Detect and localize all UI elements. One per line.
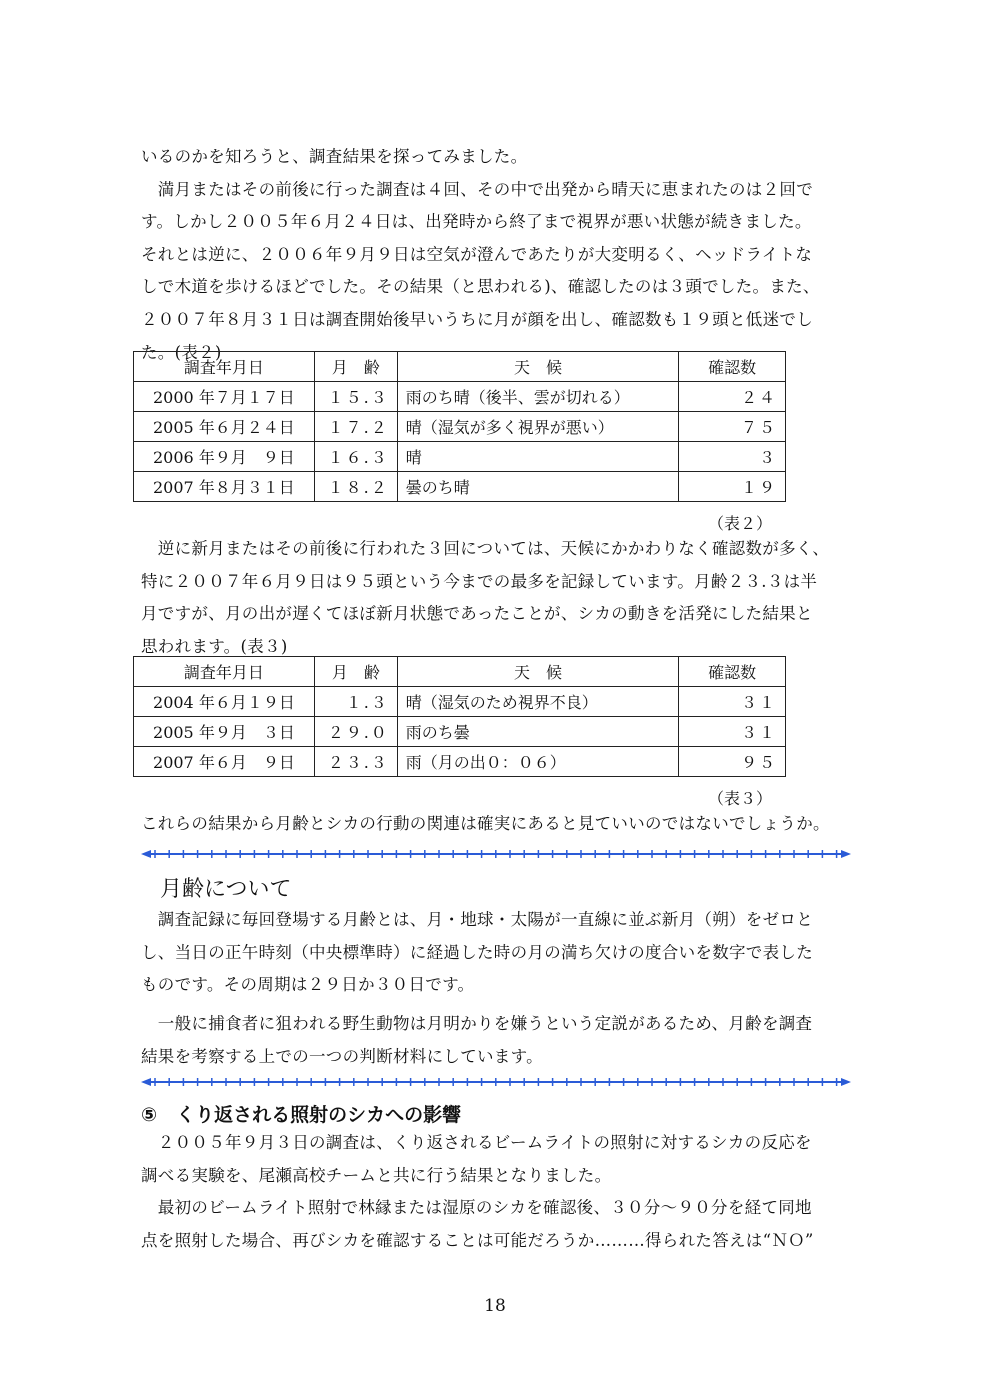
table-3 <box>133 656 786 777</box>
cell-count: ３ <box>679 442 786 472</box>
cell-date: 2000 年７月１７日 <box>134 382 315 412</box>
header-age: 月 齢 <box>314 352 397 382</box>
cell-date: 2007 年８月３１日 <box>134 472 315 502</box>
moon-age-paragraph <box>141 904 856 1002</box>
table-row <box>134 687 786 717</box>
cell-count: ７５ <box>679 412 786 442</box>
intro-paragraph <box>141 141 856 369</box>
header-weather: 天 候 <box>397 352 679 382</box>
table-3-caption: （表３） <box>708 789 773 808</box>
cell-count: ２４ <box>679 382 786 412</box>
table-row <box>134 412 786 442</box>
cell-date: 2006 年９月 ９日 <box>134 442 315 472</box>
text-line: これらの結果から月齢とシカの行動の関連は確実にあると見ていいのではないでしょうか。 <box>141 814 830 833</box>
text-line: 特に２００７年６月９日は９５頭という今までの最多を記録しています。月齢２３.３は半 <box>141 571 818 591</box>
text-line: 調べる実験を、尾瀬高校チームと共に行う結果となりました。 <box>141 1165 612 1185</box>
moon-age-heading: 月齢について <box>160 877 292 902</box>
cell-age: ２９.０ <box>314 717 397 747</box>
cell-count: ３１ <box>679 687 786 717</box>
cell-weather: 雨のち晴（後半、雲が切れる） <box>397 382 679 412</box>
table-row <box>134 382 786 412</box>
conclusion-paragraph <box>141 808 856 841</box>
cell-weather: 雨のち曇 <box>397 717 678 747</box>
header-weather: 天 候 <box>397 657 678 687</box>
cell-weather: 晴（湿気が多く視界が悪い） <box>397 412 679 442</box>
cell-age: １.３ <box>314 687 397 717</box>
cell-date: 2007 年６月 ９日 <box>134 747 315 777</box>
cell-date: 2005 年９月 ３日 <box>134 717 315 747</box>
cell-age: １８.２ <box>314 472 397 502</box>
section-5-heading: ⑤ くり返される照射のシカへの影響 <box>141 1104 462 1126</box>
text-line: それとは逆に、２００６年９月９日は空気が澄んであたりが大変明るく、ヘッドライトな <box>141 244 813 264</box>
table-2-caption: （表２） <box>708 514 773 533</box>
table-2 <box>133 351 786 502</box>
text-line: ２００７年８月３１日は調査開始後早いうちに月が顔を出し、確認数も１９頭と低迷でし <box>141 309 813 329</box>
text-line: 満月またはその前後に行った調査は４回、その中で出発から晴天に恵まれたのは２回で <box>141 179 813 199</box>
cell-count: ３１ <box>679 717 786 747</box>
header-date: 調査年月日 <box>134 352 315 382</box>
text-line: 調査記録に毎回登場する月齢とは、月・地球・太陽が一直線に並ぶ新月（朔）をゼロと <box>141 910 813 929</box>
cell-age: １５.３ <box>314 382 397 412</box>
text-line: 思われます。(表３) <box>141 636 288 656</box>
cell-count: １９ <box>679 472 786 502</box>
moon-age-paragraph-2 <box>141 1008 856 1073</box>
newmoon-paragraph <box>141 533 856 663</box>
cell-count: ９５ <box>679 747 786 777</box>
cell-date: 2005 年６月２４日 <box>134 412 315 442</box>
cell-weather: 曇のち晴 <box>397 472 679 502</box>
decorative-ruler-divider <box>141 846 851 862</box>
cell-date: 2004 年６月１９日 <box>134 687 315 717</box>
cell-weather: 晴（湿気のため視界不良） <box>397 687 678 717</box>
text-line: ２００５年９月３日の調査は、くり返されるビームライトの照射に対するシカの反応を <box>141 1133 812 1152</box>
cell-age: １６.３ <box>314 442 397 472</box>
table-header-row <box>134 657 786 687</box>
header-age: 月 齢 <box>314 657 397 687</box>
text-line: ものです。その周期は２９日か３０日です。 <box>141 975 475 995</box>
text-line: しで木道を歩けるほどでした。その結果（と思われる)、確認したのは３頭でした。また、 <box>141 277 820 297</box>
text-line: 点を照射した場合、再びシカを確認することは可能だろうか………得られた答えは“ＮＯ” <box>141 1230 814 1250</box>
table-header-row <box>134 352 786 382</box>
cell-weather: 晴 <box>397 442 679 472</box>
text-line: 逆に新月またはその前後に行われた３回については、天候にかかわりなく確認数が多く、 <box>141 539 830 558</box>
text-line: いるのかを知ろうと、調査結果を探ってみました。 <box>141 147 528 166</box>
text-line: 結果を考察する上での一つの判断材料にしています。 <box>141 1046 543 1066</box>
table-row <box>134 472 786 502</box>
text-line: 一般に捕食者に狙われる野生動物は月明かりを嫌うという定説があるため、月齢を調査 <box>141 1014 813 1033</box>
header-count: 確認数 <box>679 352 786 382</box>
cell-age: １７.２ <box>314 412 397 442</box>
cell-weather: 雨（月の出０：０６） <box>397 747 678 777</box>
text-line: 月ですが、月の出が遅くてほぼ新月状態であったことが、シカの動きを活発にした結果と <box>141 604 813 624</box>
section-5-paragraph <box>141 1127 856 1257</box>
table-row <box>134 442 786 472</box>
header-date: 調査年月日 <box>134 657 315 687</box>
table-row <box>134 717 786 747</box>
text-line: し、当日の正午時刻（中央標準時）に経過した時の月の満ち欠けの度合いを数字で表した <box>141 942 813 962</box>
cell-age: ２３.３ <box>314 747 397 777</box>
table-row <box>134 747 786 777</box>
text-line: す。しかし２００５年６月２４日は、出発時から終了まで視界が悪い状態が続きました。 <box>141 212 812 232</box>
text-line: 最初のビームライト照射で林縁または湿原のシカを確認後、３０分～９０分を経て同地 <box>141 1198 812 1218</box>
page-number: 18 <box>484 1296 506 1316</box>
decorative-ruler-divider <box>141 1074 851 1090</box>
text-line: た。(表２) <box>141 342 222 362</box>
header-count: 確認数 <box>679 657 786 687</box>
